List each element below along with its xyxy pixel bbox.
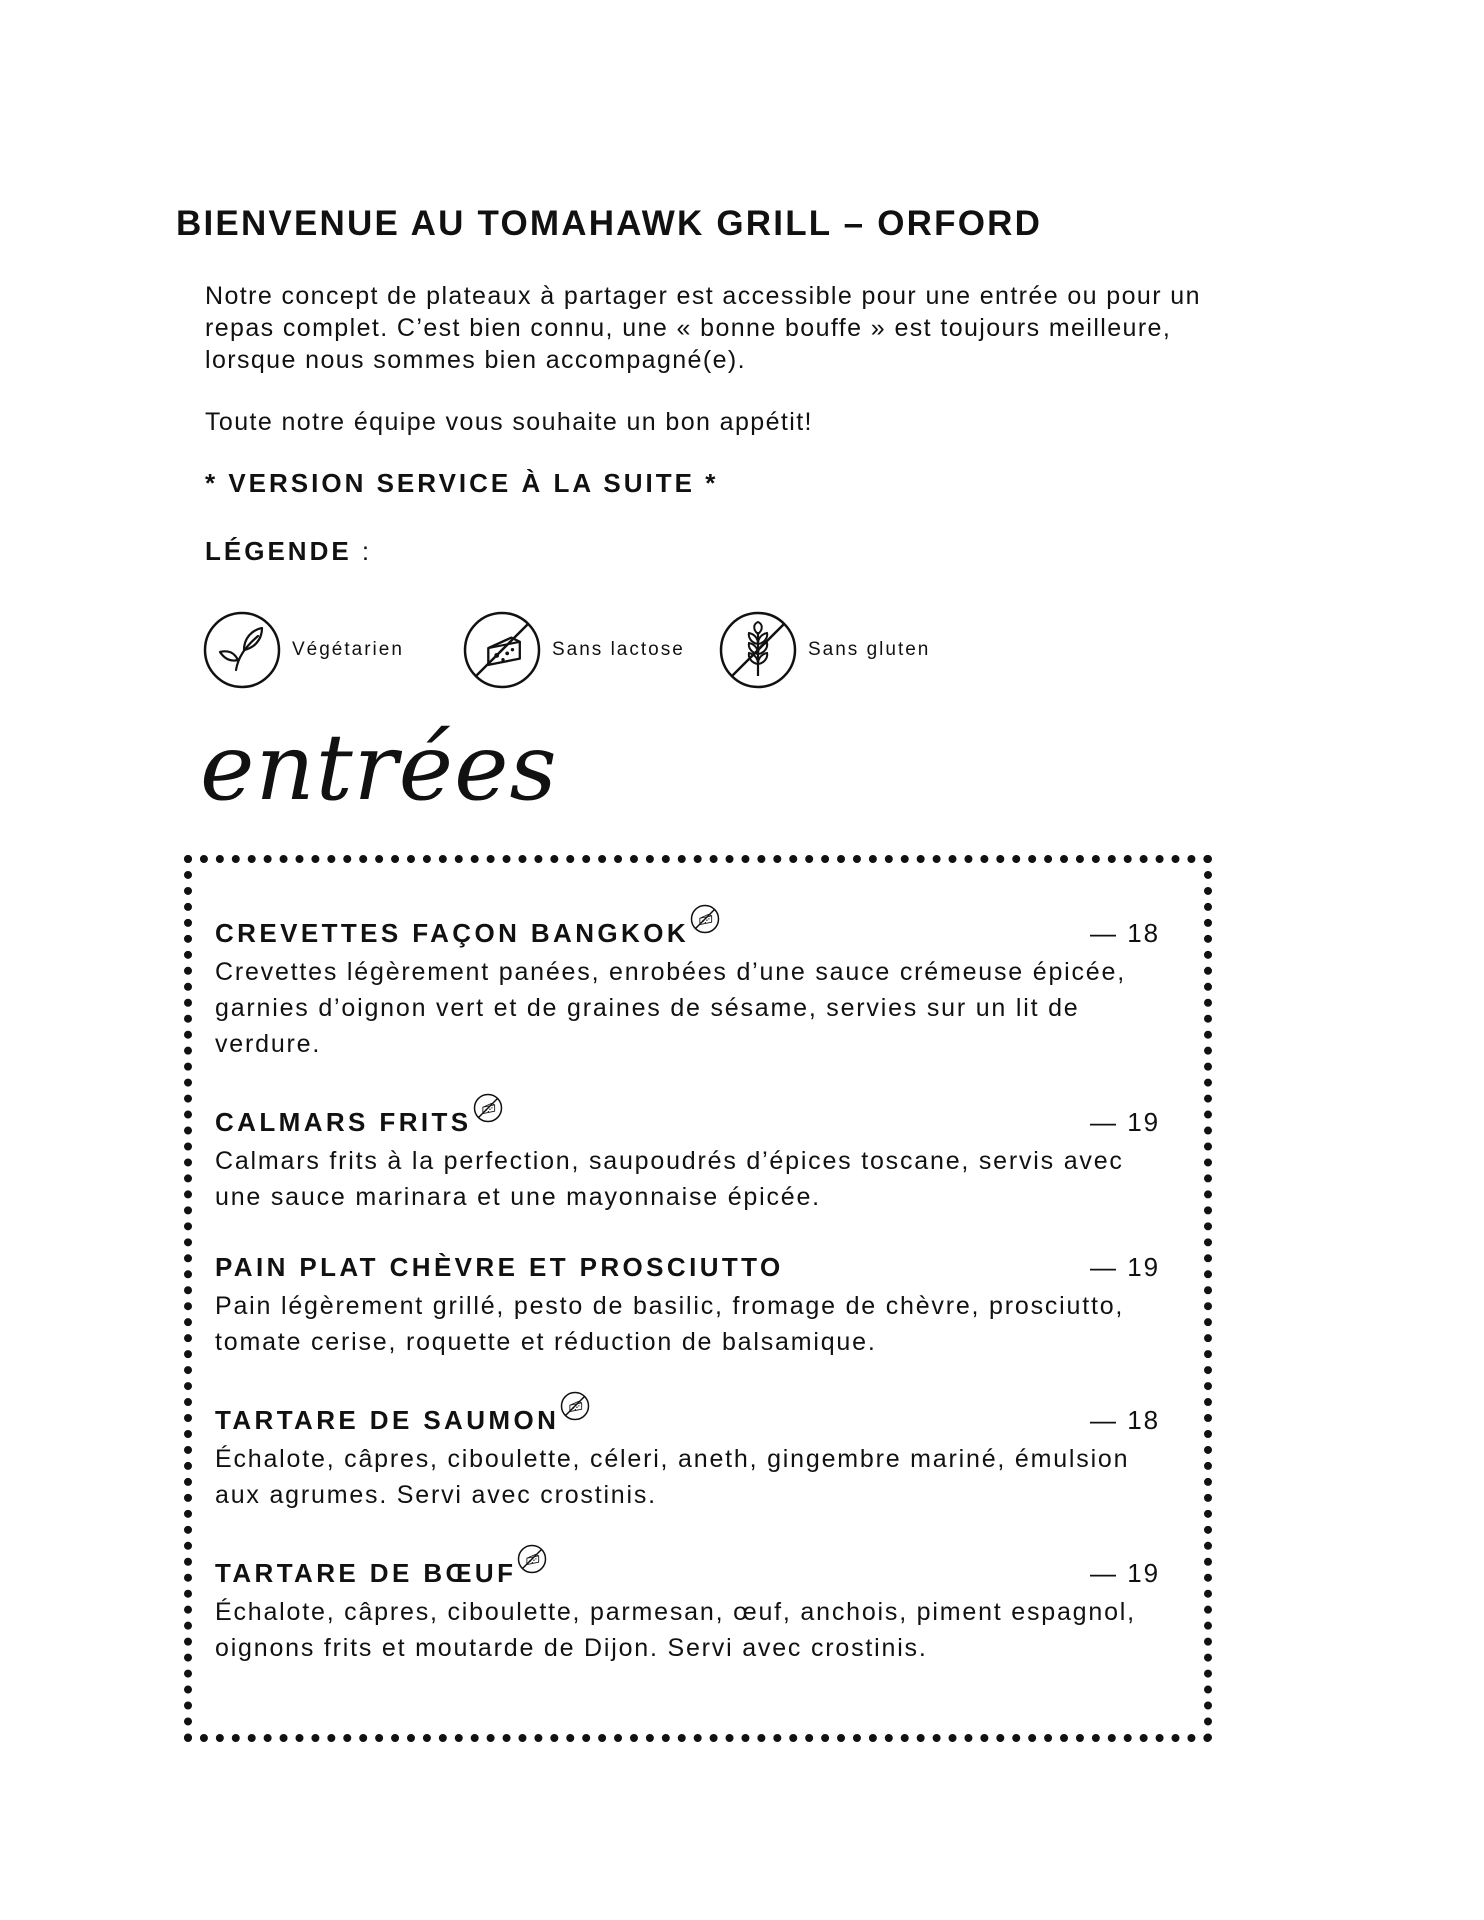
menu-item-name: CALMARS FRITS [215, 1107, 472, 1137]
menu-item [215, 1558, 1195, 1666]
menu-item-name: CREVETTES FAÇON BANGKOK [215, 918, 690, 948]
menu-item-description: Échalote, câpres, ciboulette, céleri, aneth, gingembre mariné, émulsion aux agrumes. Servi avec crostinis. [215, 1445, 1130, 1509]
gluten-free-wheat-icon [718, 610, 798, 690]
legend-title-label: LÉGENDE [205, 536, 352, 566]
legend-item-gluten-free [718, 610, 930, 690]
vegetarian-leaf-icon [202, 610, 282, 690]
lactose-free-cheese-icon [690, 904, 720, 934]
menu-item [215, 918, 1195, 1062]
menu-item-description: Crevettes légèrement panées, enrobées d’une sauce crémeuse épicée, garnies d’oignon vert et de graines de sésame, servies sur un lit de verdure. [215, 958, 1126, 1058]
legend-label-gluten-free: Sans gluten [808, 639, 931, 660]
service-note: * VERSION SERVICE À LA SUITE * [205, 468, 719, 498]
lactose-free-cheese-icon [473, 1093, 503, 1123]
legend-label-lactose-free: Sans lactose [552, 639, 685, 660]
lactose-free-cheese-icon [462, 610, 542, 690]
menu-item-price: — 18 [1090, 1405, 1161, 1435]
menu-item-price: — 19 [1090, 1252, 1161, 1282]
lactose-free-cheese-icon [517, 1544, 547, 1574]
section-title: entrées [200, 714, 558, 821]
menu-box [184, 855, 1212, 1742]
legend-item-vegetarian [202, 610, 404, 690]
menu-item-description: Échalote, câpres, ciboulette, parmesan, œuf, anchois, piment espagnol, oignons frits et moutarde de Dijon. Servi avec crostinis. [215, 1598, 1136, 1662]
menu-item-price: — 19 [1090, 1558, 1161, 1588]
legend-title-separator: : [361, 536, 373, 566]
menu-item [215, 1252, 1195, 1360]
menu-item-name: PAIN PLAT CHÈVRE ET PROSCIUTTO [215, 1252, 784, 1282]
menu-item-description: Calmars frits à la perfection, saupoudrés d’épices toscane, servis avec une sauce marinara et une mayonnaise épicée. [215, 1147, 1124, 1211]
legend-label-vegetarian: Végétarien [292, 639, 404, 660]
legend-title [205, 536, 372, 567]
intro-wish: Toute notre équipe vous souhaite un bon appétit! [205, 408, 813, 436]
page-title: BIENVENUE AU TOMAHAWK GRILL – ORFORD [176, 204, 1043, 243]
menu-item-name: TARTARE DE BŒUF [215, 1558, 517, 1588]
menu-item-price: — 19 [1090, 1107, 1161, 1137]
menu-item [215, 1107, 1195, 1215]
menu-item-price: — 18 [1090, 918, 1161, 948]
menu-item-description: Pain légèrement grillé, pesto de basilic, fromage de chèvre, prosciutto, tomate cerise, roquette et réduction de balsamique. [215, 1292, 1125, 1356]
menu-item [215, 1405, 1195, 1513]
intro-paragraph: Notre concept de plateaux à partager est accessible pour une entrée ou pour un repas complet. C’est bien connu, une « bonne bouffe » est toujours meilleure, lorsque nous sommes bien accompagné(e). [205, 282, 1201, 374]
lactose-free-cheese-icon [560, 1391, 590, 1421]
menu-item-name: TARTARE DE SAUMON [215, 1405, 560, 1435]
intro-text [205, 280, 1205, 438]
legend-item-lactose-free [462, 610, 685, 690]
